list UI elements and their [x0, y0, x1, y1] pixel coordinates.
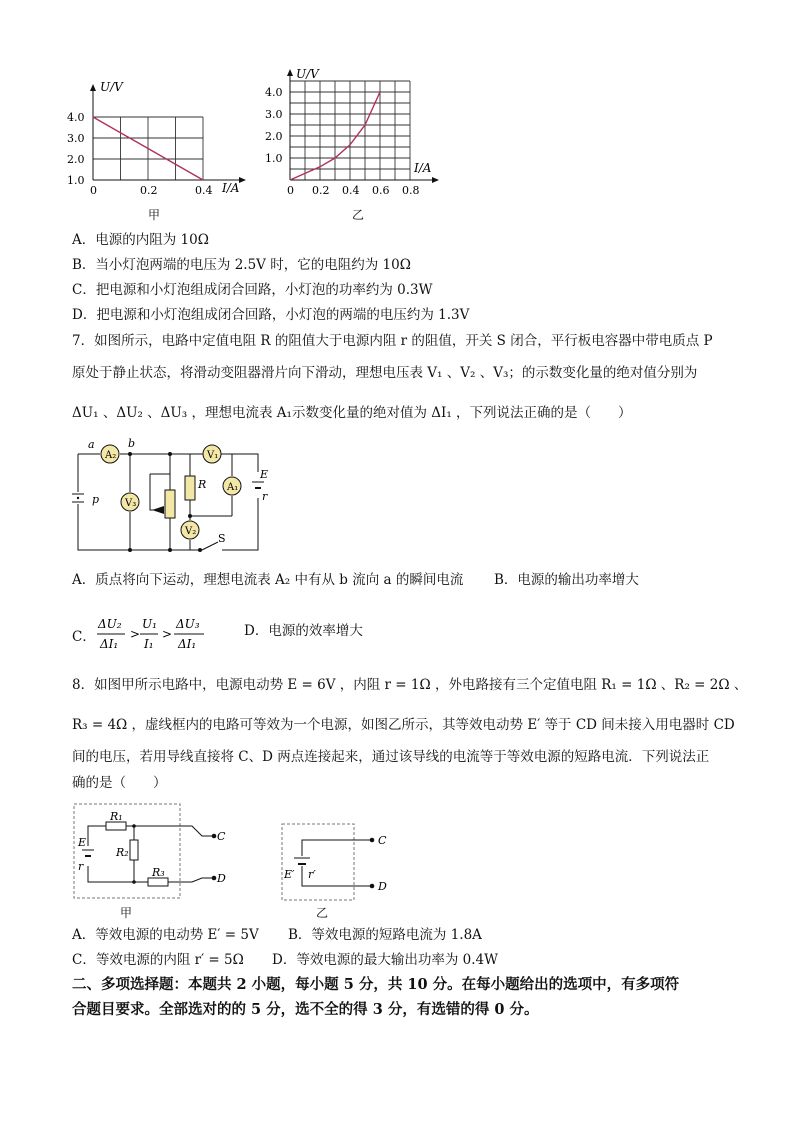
q7-option-b: B．电源的输出功率增大 — [494, 572, 639, 588]
node-b-label: b — [128, 437, 136, 450]
y-tick-label: 4.0 — [265, 86, 283, 99]
q8-circuit-jia — [72, 800, 226, 918]
v1-label: V₁ — [207, 450, 219, 461]
x-tick-label: 0.8 — [402, 184, 420, 197]
r2-resistor — [130, 840, 138, 860]
equiv-emf-label: E′ — [284, 868, 295, 881]
q8-stem-line1: 8．如图甲所示电路中，电源电动势 E = 6V ，内阻 r = 1Ω ，外电路接有三个定值电阻 R₁ = 1Ω 、R₂ = 2Ω 、 — [72, 677, 748, 693]
a2-label: A₂ — [105, 450, 117, 461]
svg-text:I₁: I₁ — [143, 637, 154, 651]
q8-option-d: D．等效电源的最大输出功率为 0.4W — [272, 952, 498, 968]
q8-option-c: C．等效电源的内阻 r′ = 5Ω — [72, 952, 244, 968]
q7-circuit-diagram — [72, 436, 272, 558]
y-axis-label: U/V — [296, 67, 319, 81]
y-tick-label: 2.0 — [265, 130, 283, 143]
v3-label: V₃ — [125, 498, 137, 509]
r1-resistor — [106, 822, 126, 830]
q6-option-a: A．电源的内阻为 10Ω — [72, 232, 209, 248]
terminal-d-label: D — [217, 872, 226, 885]
y-tick-label: 1.0 — [265, 152, 283, 165]
q7-option-c-formula — [96, 614, 216, 656]
r3-label: R₃ — [152, 866, 165, 879]
y-tick-label: 1.0 — [67, 174, 85, 187]
resistor-r — [185, 476, 195, 500]
y-tick-label: 3.0 — [67, 132, 85, 145]
graph-jia — [66, 80, 256, 230]
graph-yi-caption: 乙 — [352, 208, 365, 222]
q7-stem-line2: 原处于静止状态，将滑动变阻器滑片向下滑动，理想电压表 V₁ 、V₂ 、V₃；的示数变化量的绝对值分别为 — [72, 365, 698, 381]
terminal-c-label: C — [378, 834, 387, 847]
equiv-r-label: r′ — [308, 868, 316, 881]
q8-yi-caption: 乙 — [316, 906, 329, 920]
x-axis-label: I/A — [222, 181, 240, 195]
q8-jia-caption: 甲 — [120, 906, 133, 920]
rheostat-resistor — [165, 490, 175, 518]
q8-circuit-yi — [280, 822, 410, 904]
graph-jia-caption: 甲 — [148, 208, 161, 222]
x-tick-label: 0.6 — [372, 184, 390, 197]
node-a-label: a — [88, 438, 95, 451]
emf-label: E — [78, 836, 87, 849]
svg-text:ΔI₁: ΔI₁ — [99, 637, 119, 651]
svg-text:ΔU₂: ΔU₂ — [97, 617, 122, 631]
switch-s-label: S — [218, 532, 226, 545]
y-tick-label: 3.0 — [265, 108, 283, 121]
section2-heading-line1: 二、多项选择题：本题共 2 小题，每小题 5 分，共 10 分。在每小题给出的选项中，有多项符 — [72, 976, 680, 993]
q8-option-b: B．等效电源的短路电流为 1.8A — [288, 927, 482, 943]
q6-option-c: C．把电源和小灯泡组成闭合回路，小灯泡的功率约为 0.3W — [72, 282, 433, 298]
x-tick-label: 0 — [90, 184, 97, 197]
terminal-c-label: C — [217, 830, 226, 843]
x-tick-label: 0.2 — [312, 184, 330, 197]
svg-text:>: > — [129, 627, 140, 641]
emf-label: E — [260, 468, 269, 481]
q6-option-b: B．当小灯泡两端的电压为 2.5V 时，它的电阻约为 10Ω — [72, 257, 411, 273]
q8-stem-line3: 间的电压，若用导线直接将 C、D 两点连接起来，通过该导线的电流等于等效电源的短路电流．下列说法正 — [72, 749, 710, 765]
svg-text:ΔU₃: ΔU₃ — [175, 617, 200, 631]
q8-stem-line2: R₃ = 4Ω ，虚线框内的电路可等效为一个电源，如图乙所示，其等效电动势 E′ 等于 CD 间未接入用电器时 CD — [72, 717, 735, 733]
q7-option-c — [72, 614, 216, 656]
q6-option-d: D．把电源和小灯泡组成闭合回路，小灯泡的两端的电压约为 1.3V — [72, 307, 470, 323]
svg-text:>: > — [161, 627, 172, 641]
x-tick-label: 0.4 — [342, 184, 360, 197]
q8-option-a: A．等效电源的电动势 E′ = 5V — [72, 927, 259, 943]
internal-r-label: r — [78, 860, 84, 873]
svg-text:U₁: U₁ — [141, 617, 157, 631]
particle-p-label: p — [92, 493, 100, 506]
y-axis-label: U/V — [100, 80, 123, 94]
q7-option-a: A．质点将向下运动，理想电流表 A₂ 中有从 b 流向 a 的瞬间电流 — [72, 572, 464, 588]
r1-label: R₁ — [110, 810, 123, 823]
x-tick-label: 0.2 — [140, 184, 158, 197]
r2-label: R₂ — [116, 846, 129, 859]
v2-label: V₂ — [185, 526, 197, 537]
section2-heading-line2: 合题目要求。全部选对的的 5 分，选不全的得 3 分，有选错的得 0 分。 — [72, 1001, 539, 1018]
internal-r-label: r — [262, 490, 268, 503]
q8-stem-line4: 确的是（ ） — [72, 775, 167, 791]
x-tick-label: 0 — [287, 184, 294, 197]
resistor-r-label: R — [198, 478, 207, 491]
x-axis-label: I/A — [414, 161, 432, 175]
q7-stem-line1: 7．如图所示，电路中定值电阻 R 的阻值大于电源内阻 r 的阻值，开关 S 闭合，平行板电容器中带电质点 P — [72, 333, 713, 349]
y-tick-label: 2.0 — [67, 153, 85, 166]
q7-option-d: D．电源的效率增大 — [244, 623, 363, 639]
terminal-d-label: D — [378, 880, 387, 893]
svg-text:ΔI₁: ΔI₁ — [177, 637, 197, 651]
q7-option-c-prefix: C． — [72, 629, 96, 645]
y-tick-label: 4.0 — [67, 111, 85, 124]
q7-stem-line3: ΔU₁ 、ΔU₂ 、ΔU₃ ，理想电流表 A₁示数变化量的绝对值为 ΔI₁ ，下列说法正确的是（ ） — [72, 405, 632, 421]
a1-label: A₁ — [227, 482, 239, 493]
r3-resistor — [148, 878, 168, 886]
x-tick-label: 0.4 — [195, 184, 213, 197]
